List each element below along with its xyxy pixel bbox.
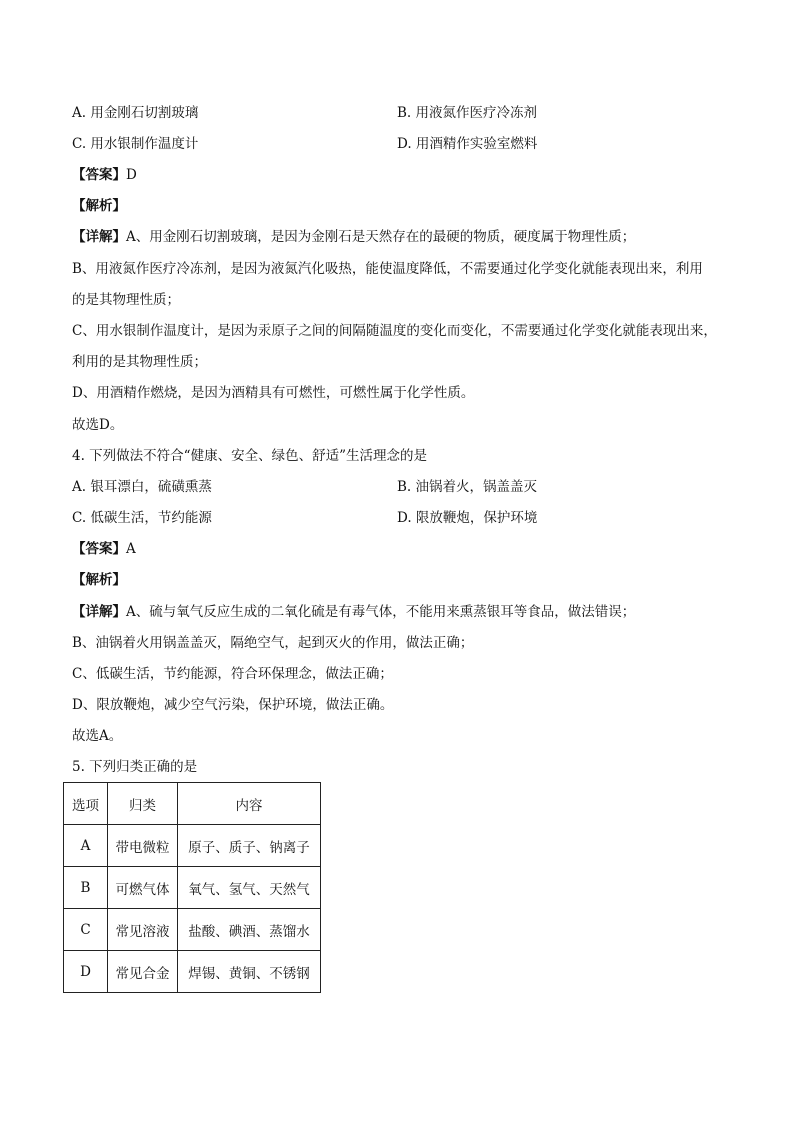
answer-label: 【答案】 [72, 167, 126, 183]
q3-detail-3a: C、用水银制作温度计，是因为汞原子之间的间隔随温度的变化而变化，不需要通过化学变化就能表现出来， [72, 323, 717, 339]
q3-option-d: D. 用酒精作实验室燃料 [397, 136, 538, 152]
q3-option-c: C. 用水银制作温度计 [72, 136, 199, 152]
table-cell: 常见溶液 [108, 909, 178, 951]
table-cell: 原子、质子、钠离子 [178, 825, 321, 867]
q3-detail-2b: 的是其物理性质； [72, 292, 180, 308]
classification-table [63, 782, 321, 993]
answer-value: A [126, 541, 136, 557]
q4-option-a: A. 银耳漂白，硫磺熏蒸 [72, 479, 212, 495]
q4-option-b: B. 油锅着火，锅盖盖灭 [397, 479, 538, 495]
table-cell: 带电微粒 [108, 825, 178, 867]
detail-text: A、用金刚石切割玻璃，是因为金刚石是天然存在的最硬的物质，硬度属于物理性质； [126, 229, 636, 245]
q4-conclusion: 故选A。 [72, 728, 123, 744]
table-cell: 氧气、氢气、天然气 [178, 867, 321, 909]
q3-option-a: A. 用金刚石切割玻璃 [72, 105, 199, 121]
q4-option-c: C. 低碳生活，节约能源 [72, 510, 212, 526]
q4-analysis-label [72, 570, 126, 590]
detail-text: A、硫与氧气反应生成的二氧化硫是有毒气体，不能用来熏蒸银耳等食品，做法错误； [126, 604, 636, 620]
table-row [64, 867, 321, 909]
table-row [64, 909, 321, 951]
table-cell: C [64, 909, 108, 951]
answer-label: 【答案】 [72, 541, 126, 557]
q3-analysis-label [72, 196, 126, 216]
q5-stem: 5. 下列归类正确的是 [72, 759, 198, 775]
q3-answer [72, 165, 137, 185]
q3-detail-3b: 利用的是其物理性质； [72, 354, 207, 370]
q4-answer [72, 539, 136, 559]
table-header-row [64, 783, 321, 825]
table-cell: 盐酸、碘酒、蒸馏水 [178, 909, 321, 951]
q4-stem: 4. 下列做法不符合“健康、安全、绿色、舒适”生活理念的是 [72, 448, 427, 464]
answer-value: D [126, 167, 137, 183]
q3-detail-1 [72, 227, 635, 247]
q4-detail-4: D、限放鞭炮，减少空气污染，保护环境，做法正确。 [72, 697, 394, 713]
detail-label: 【详解】 [72, 604, 126, 620]
table-header-cell: 选项 [64, 783, 108, 825]
q3-detail-2a: B、用液氮作医疗冷冻剂，是因为液氮汽化吸热，能使温度降低，不需要通过化学变化就能表现出来，利用 [72, 261, 703, 277]
q4-detail-2: B、油锅着火用锅盖盖灭，隔绝空气，起到灭火的作用，做法正确； [72, 635, 474, 651]
table-cell: D [64, 951, 108, 993]
q3-detail-4: D、用酒精作燃烧，是因为酒精具有可燃性，可燃性属于化学性质。 [72, 385, 475, 401]
table-cell: B [64, 867, 108, 909]
q4-detail-1 [72, 602, 635, 622]
analysis-label: 【解析】 [72, 572, 126, 588]
table-row [64, 951, 321, 993]
table-header-cell: 归类 [108, 783, 178, 825]
table-header-cell: 内容 [178, 783, 321, 825]
analysis-label: 【解析】 [72, 198, 126, 214]
table-cell: 常见合金 [108, 951, 178, 993]
table-cell: 焊锡、黄铜、不锈钢 [178, 951, 321, 993]
q4-option-d: D. 限放鞭炮，保护环境 [397, 510, 538, 526]
table-cell: 可燃气体 [108, 867, 178, 909]
detail-label: 【详解】 [72, 229, 126, 245]
q4-detail-3: C、低碳生活，节约能源，符合环保理念，做法正确； [72, 666, 393, 682]
q3-option-b: B. 用液氮作医疗冷冻剂 [397, 105, 538, 121]
q3-conclusion: 故选D。 [72, 417, 124, 433]
table-row [64, 825, 321, 867]
table-cell: A [64, 825, 108, 867]
